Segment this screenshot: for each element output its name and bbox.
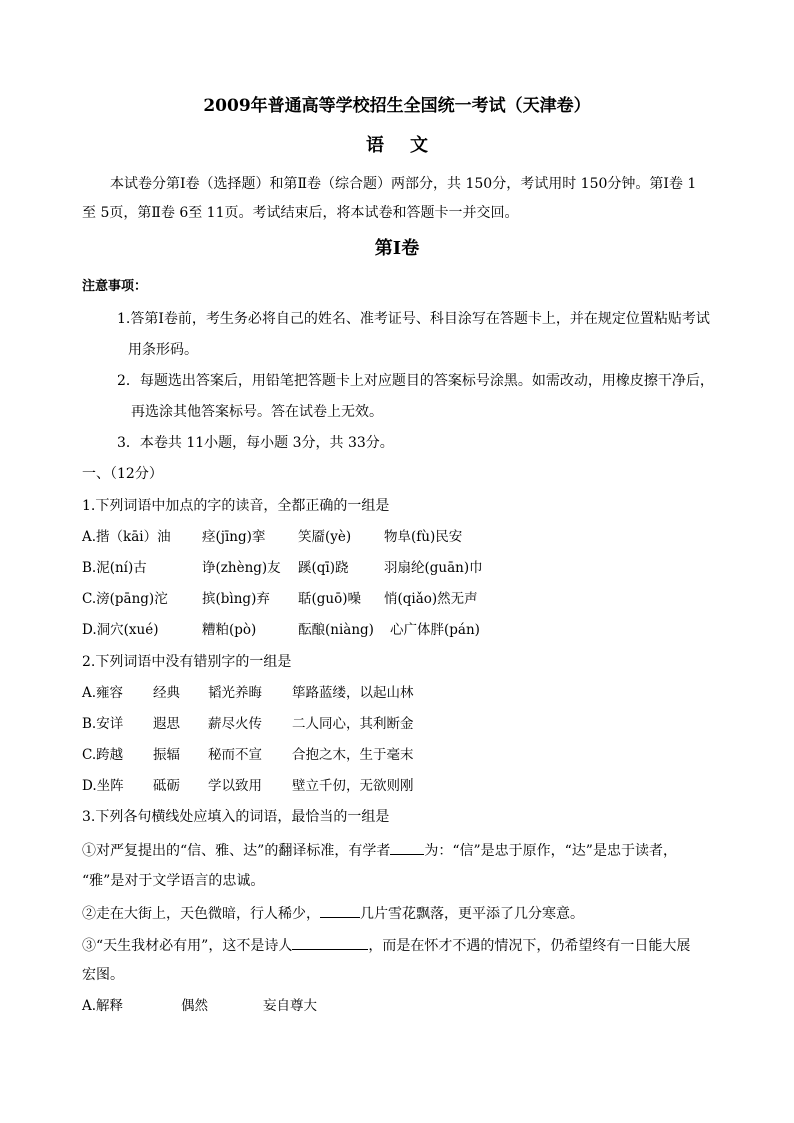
- q2-option-b-word-2: 遐思: [153, 716, 180, 732]
- q3-option-a-word-3: 妄自尊大: [263, 998, 317, 1014]
- q3-sentence-1-line-1: [82, 840, 677, 860]
- q3-option-a-word-1: A.解释: [82, 998, 124, 1014]
- q2-option-d-word-1: D.坐阵: [82, 778, 124, 794]
- q1-option-a-word-2: 痉(jīng)挛: [202, 529, 266, 545]
- q3-sentence-1-part-a: ①对严复提出的“信、雅、达”的翻译标准，有学者: [82, 843, 391, 859]
- q2-option-c-word-3: 秘而不宣: [208, 747, 262, 763]
- question-1-stem: 1.下列词语中加点的字的读音，全都正确的一组是: [82, 498, 390, 514]
- q3-blank-1: [390, 840, 424, 855]
- intro-line-1: 本试卷分第Ⅰ卷（选择题）和第Ⅱ卷（综合题）两部分，共 150分，考试用时 150分钟。第Ⅰ卷 1: [110, 176, 697, 192]
- q2-option-a-word-2: 经典: [153, 685, 180, 701]
- q2-option-c-word-1: C.跨越: [82, 747, 124, 763]
- q2-option-a-word-1: A.雍容: [82, 685, 124, 701]
- q2-option-c-word-2: 振辐: [153, 747, 180, 763]
- q3-blank-2: [320, 903, 360, 918]
- q1-option-c-word-1: C.滂(pāng)沱: [82, 591, 168, 607]
- section-1-heading: 一、（12分）: [82, 466, 163, 482]
- q1-option-b-word-4: 羽扇纶(guān)巾: [384, 560, 483, 576]
- q1-option-b-word-1: B.泥(ní)古: [82, 560, 147, 576]
- q1-option-d-word-4: 心广体胖(pán): [390, 622, 480, 638]
- q1-option-b-word-3: 蹊(qī)跷: [298, 560, 349, 576]
- q1-option-c-word-3: 聒(guō)噪: [298, 591, 361, 607]
- q1-option-a-word-1: A.揩（kāi）油: [82, 529, 171, 545]
- q2-option-d-word-2: 砥砺: [153, 778, 180, 794]
- q3-sentence-3-line-2: 宏图。: [82, 967, 124, 983]
- q1-option-c-word-2: 摈(bìng)弃: [202, 591, 270, 607]
- q1-option-d-word-1: D.洞穴(xué): [82, 622, 159, 638]
- q3-sentence-2: [82, 903, 584, 923]
- q3-sentence-2-part-a: ②走在大街上，天色微暗，行人稀少，: [82, 906, 320, 922]
- notice-heading: 注意事项：: [82, 279, 148, 294]
- q3-sentence-3-part-a: ③“天生我材必有用”，这不是诗人: [82, 938, 293, 954]
- q3-sentence-3-line-1: [82, 935, 690, 955]
- q3-sentence-3-part-b: ，而是在怀才不遇的情况下，仍希望终有一日能大展: [368, 938, 691, 954]
- q1-option-d-word-3: 酝酿(niàng): [298, 622, 374, 638]
- q2-option-a-word-4: 筚路蓝缕，以起山林: [292, 685, 414, 701]
- q2-option-a-word-3: 韬光养晦: [208, 685, 262, 701]
- q3-blank-3: [292, 935, 368, 950]
- question-2-stem: 2.下列词语中没有错别字的一组是: [82, 654, 292, 670]
- intro-line-2: 至 5页，第Ⅱ卷 6至 11页。考试结束后，将本试卷和答题卡一并交回。: [82, 205, 519, 221]
- q2-option-b-word-1: B.安详: [82, 716, 124, 732]
- subject-heading: 语文: [366, 135, 454, 156]
- question-3-stem: 3.下列各句横线处应填入的词语，最恰当的一组是: [82, 809, 390, 825]
- q1-option-a-word-4: 物阜(fù)民安: [384, 529, 463, 545]
- q1-option-b-word-2: 诤(zhèng)友: [202, 560, 281, 576]
- q2-option-d-word-4: 壁立千仞，无欲则刚: [292, 778, 414, 794]
- q2-option-b-word-4: 二人同心，其利断金: [292, 716, 414, 732]
- q3-sentence-1-line-2: “雅”是对于文学语言的忠诚。: [82, 873, 265, 889]
- notice-item-2-line-1: 2．每题选出答案后，用铅笔把答题卡上对应题目的答案标号涂黑。如需改动，用橡皮擦干净后，: [117, 373, 714, 389]
- q2-option-c-word-4: 合抱之木，生于毫末: [292, 747, 414, 763]
- volume-heading: 第Ⅰ卷: [374, 238, 420, 259]
- q1-option-a-word-3: 笑靥(yè): [298, 529, 352, 545]
- q3-sentence-1-part-b: 为：“信”是忠于原作，“达”是忠于读者，: [424, 843, 677, 859]
- q1-option-c-word-4: 悄(qiǎo)然无声: [384, 591, 478, 607]
- exam-title: 2009年普通高等学校招生全国统一考试（天津卷）: [203, 96, 591, 116]
- notice-item-3: 3．本卷共 11小题，每小题 3分，共 33分。: [117, 435, 394, 451]
- notice-item-1-line-2: 用条形码。: [128, 342, 198, 358]
- notice-item-2-line-2: 再选涂其他答案标号。答在试卷上无效。: [131, 404, 383, 420]
- q3-sentence-2-part-b: 几片雪花飘落，更平添了几分寒意。: [360, 906, 584, 922]
- q2-option-b-word-3: 薪尽火传: [208, 716, 262, 732]
- q2-option-d-word-3: 学以致用: [208, 778, 262, 794]
- q1-option-d-word-2: 糟粕(pò): [202, 622, 257, 638]
- notice-item-1-line-1: 1.答第Ⅰ卷前，考生务必将自己的姓名、准考证号、科目涂写在答题卡上，并在规定位置粘贴考试: [117, 311, 710, 327]
- q3-option-a-word-2: 偶然: [181, 998, 208, 1014]
